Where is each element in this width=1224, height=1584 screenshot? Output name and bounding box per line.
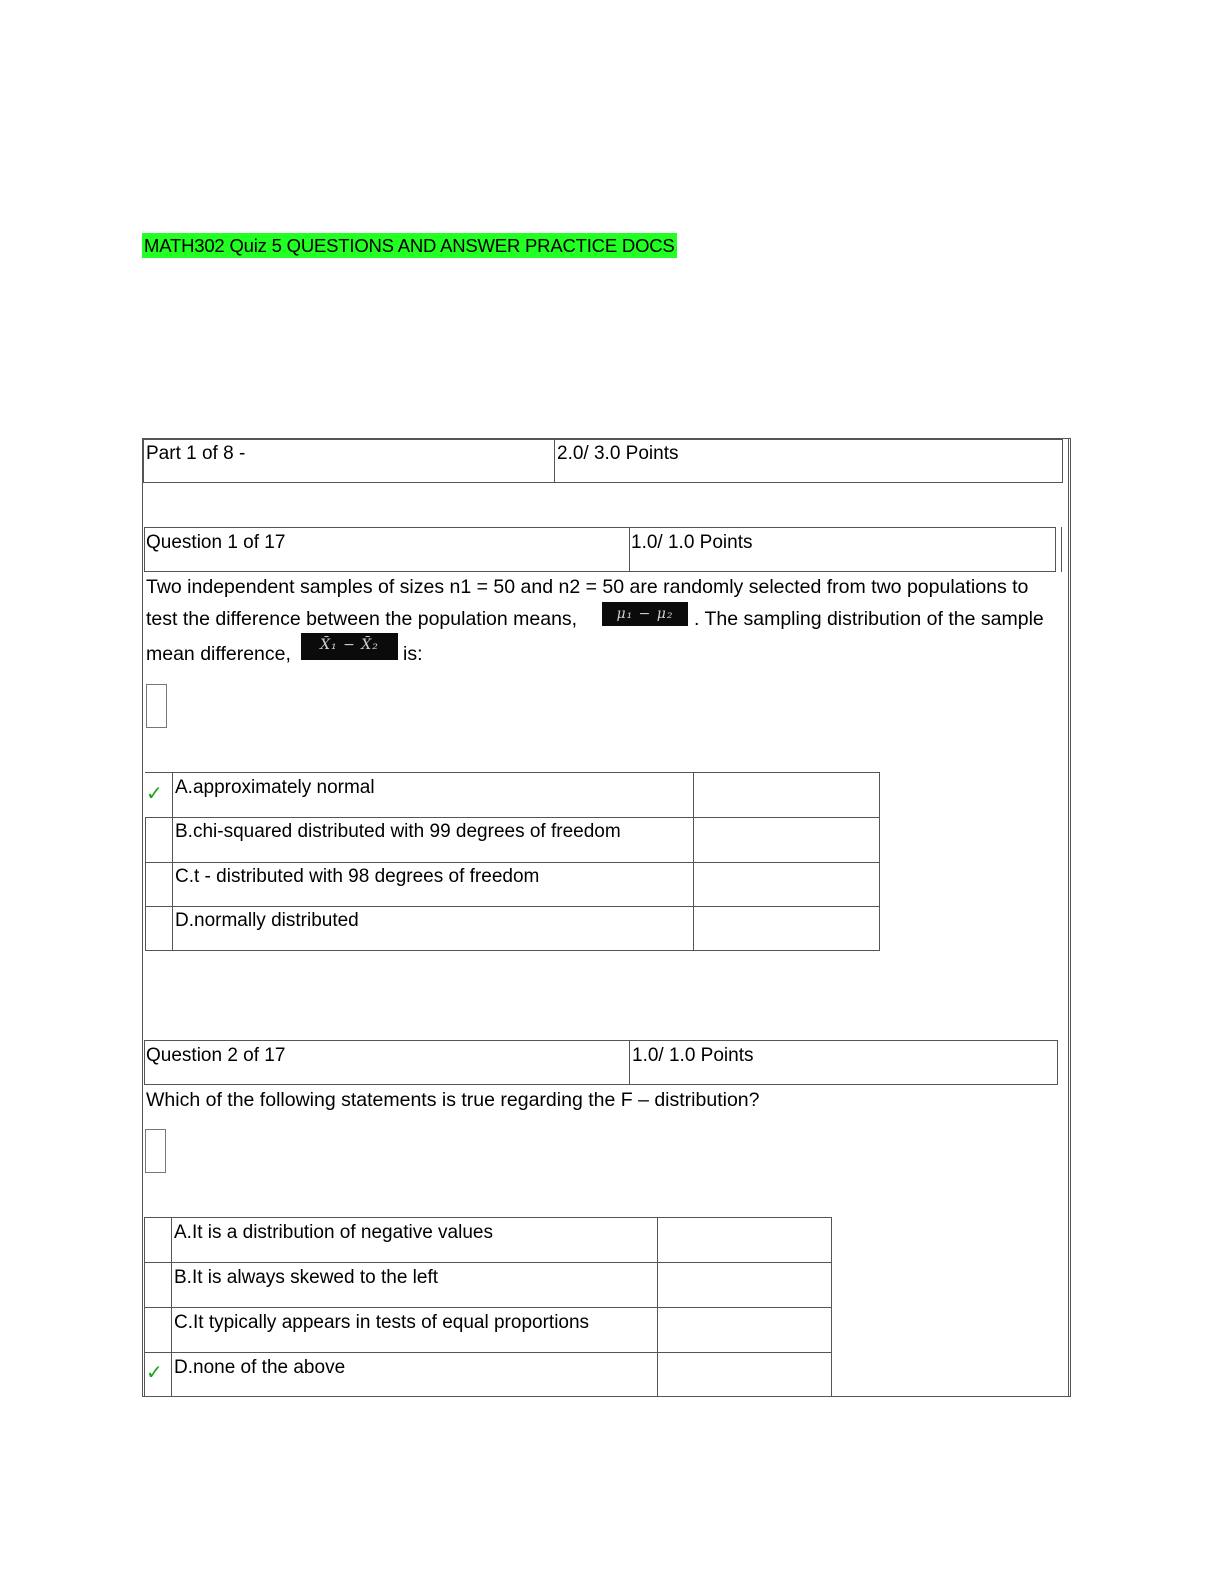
question-1-label: Question 1 of 17 [146,532,286,553]
question-1-text-3a: mean difference, [146,643,291,665]
option-text[interactable]: D.none of the above [174,1357,346,1378]
part-points: 2.0/ 3.0 Points [557,443,679,464]
question-1-text-line-3b [403,637,423,671]
check-icon: ✓ [146,783,163,805]
check-icon: ✓ [146,1362,163,1384]
question-1-text-line-1 [146,570,1028,604]
container-inner-border [1068,438,1069,1397]
question-2-label: Question 2 of 17 [146,1045,286,1066]
q2-row-sep-2 [144,1307,832,1308]
option-text[interactable]: C.t - distributed with 98 degrees of freedom [175,866,540,887]
q1-row-sep-3 [145,906,880,907]
option-text[interactable]: C.It typically appears in tests of equal proportions [174,1312,590,1333]
question-1-text-2a: test the difference between the population means, [146,608,578,630]
question-1-answer-checkbox[interactable] [146,684,167,728]
option-text[interactable]: A.It is a distribution of negative values [174,1222,493,1243]
formula-population-means: μ₁ − μ₂ [602,602,688,626]
question-2-answer-checkbox[interactable] [145,1129,166,1173]
question-1-text-3b: is: [403,643,423,665]
q1-col-check [145,817,146,951]
question-2-points: 1.0/ 1.0 Points [632,1045,754,1066]
question-2-text: Which of the following statements is true regarding the F – distribution? [146,1089,760,1111]
q2-row-sep-1 [144,1262,832,1263]
question-1-text-line-2b [694,602,1044,636]
option-text[interactable]: D.normally distributed [175,910,359,931]
q2-row-sep-3 [144,1352,832,1353]
option-text[interactable]: A.approximately normal [175,777,375,798]
document-title: MATH302 Quiz 5 QUESTIONS AND ANSWER PRACTICE DOCS [144,235,675,256]
q1-row-sep-2 [145,862,880,863]
question-1-text-line-2 [146,602,577,636]
question-1-text-2b: . The sampling distribution of the sample [694,608,1044,630]
option-text[interactable]: B.It is always skewed to the left [174,1267,439,1288]
question-1-header-divider [629,527,630,572]
question-1-header-edge [1061,527,1062,572]
option-text[interactable]: B.chi-squared distributed with 99 degrees of freedom [175,821,621,842]
formula-sample-mean-difference: X̄₁ − X̄₂ [301,633,398,660]
q1-row-sep-1 [145,817,880,818]
question-1-text-line-3 [146,637,291,671]
part-label: Part 1 of 8 - [146,443,246,464]
question-2-header-divider [629,1040,630,1085]
part-header-divider [554,439,555,483]
question-1-points: 1.0/ 1.0 Points [631,532,753,553]
question-1-text-1: Two independent samples of sizes n1 = 50 and n2 = 50 are randomly selected from two populations to [146,576,1029,598]
